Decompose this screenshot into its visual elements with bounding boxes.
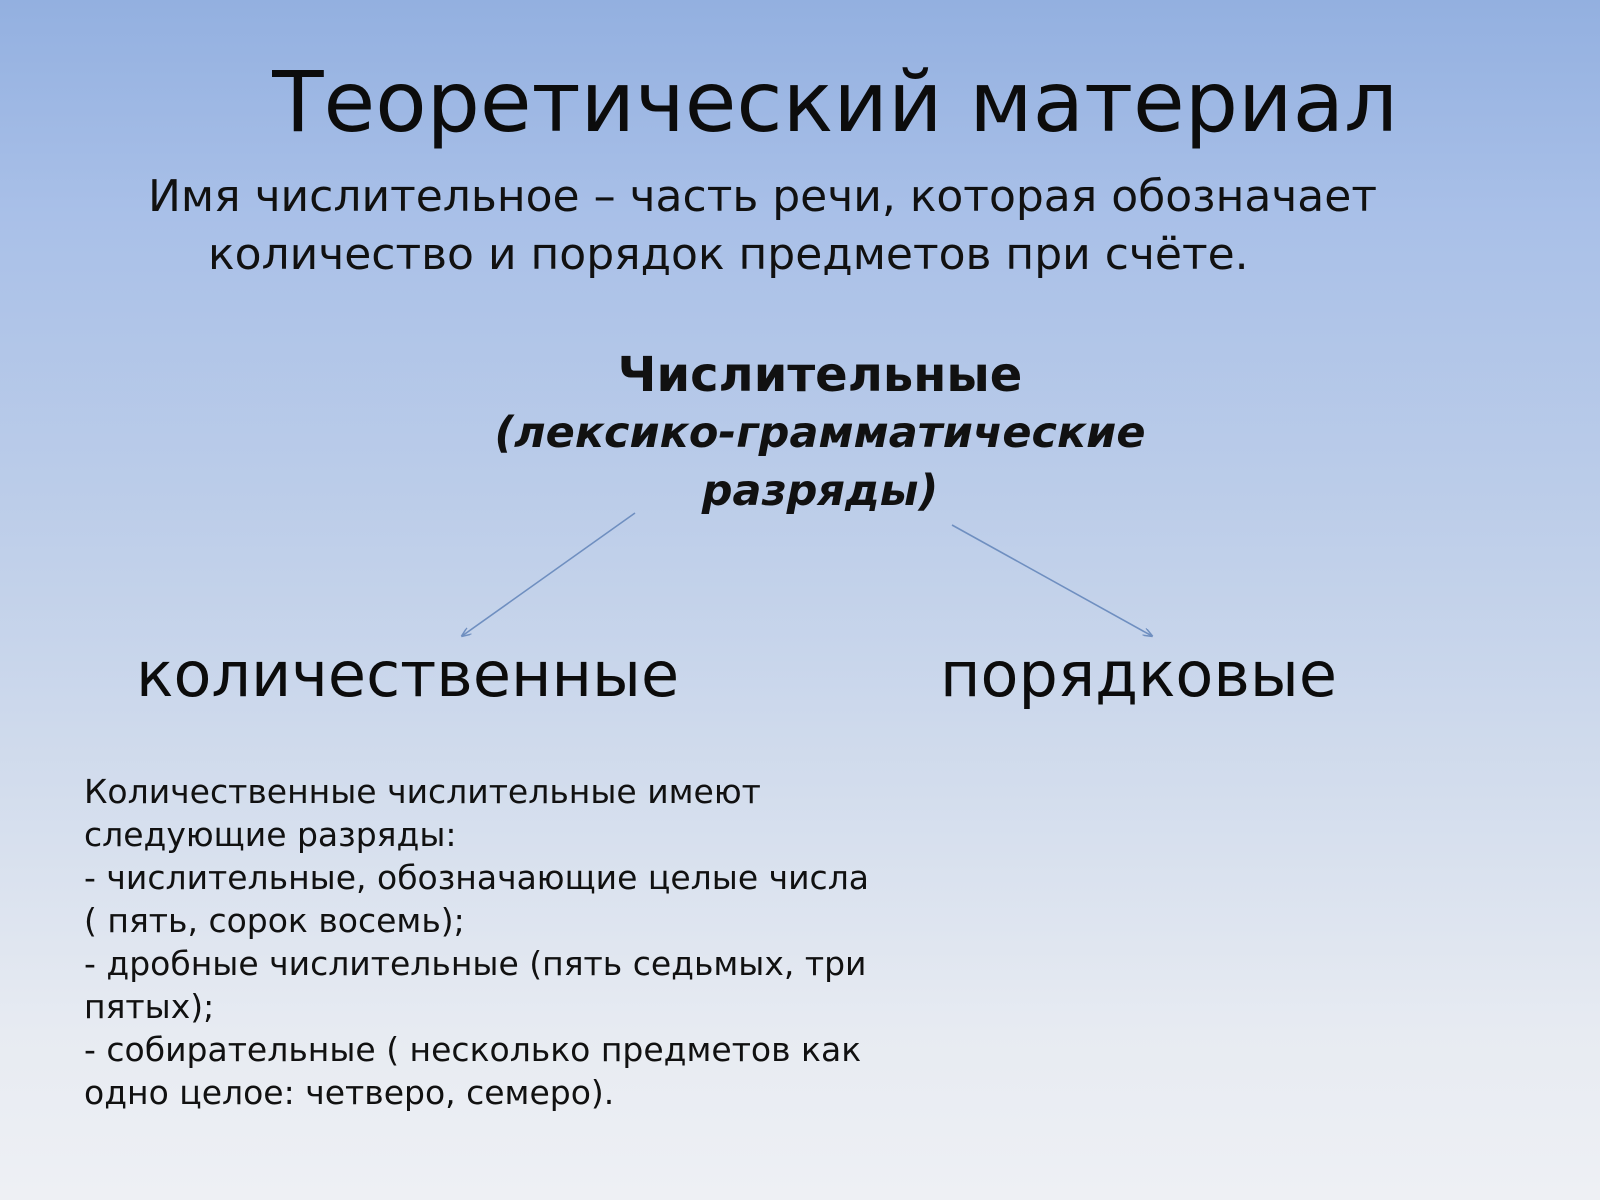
definition-line-1: Имя числительное – часть речи, которая обозначает	[148, 171, 1377, 222]
root-node-title: Числительные	[617, 347, 1023, 403]
cardinal-details	[84, 770, 874, 1114]
definition-line-2: количество и порядок предметов при счёте.	[208, 229, 1249, 280]
branch-ordinal: порядковые	[940, 638, 1338, 711]
branch-cardinal: количественные	[136, 638, 680, 711]
definition-text	[148, 168, 1408, 284]
details-item-whole: - числительные, обозначающие целые числа ( пять, сорок восемь);	[84, 858, 870, 940]
arrow-to-cardinal	[462, 513, 635, 636]
details-item-collective: - собирательные ( несколько предметов как одно целое: четверо, семеро).	[84, 1030, 862, 1112]
details-intro: Количественные числительные имеют следующие разряды:	[84, 772, 761, 854]
root-node-subtitle: (лексико-грамматические разряды)	[494, 408, 1146, 516]
details-item-fractional: - дробные числительные (пять седьмых, три пятых);	[84, 944, 867, 1026]
slide-title: Теоретический материал	[272, 53, 1398, 151]
root-node	[420, 346, 1220, 520]
arrow-to-ordinal	[952, 525, 1152, 636]
